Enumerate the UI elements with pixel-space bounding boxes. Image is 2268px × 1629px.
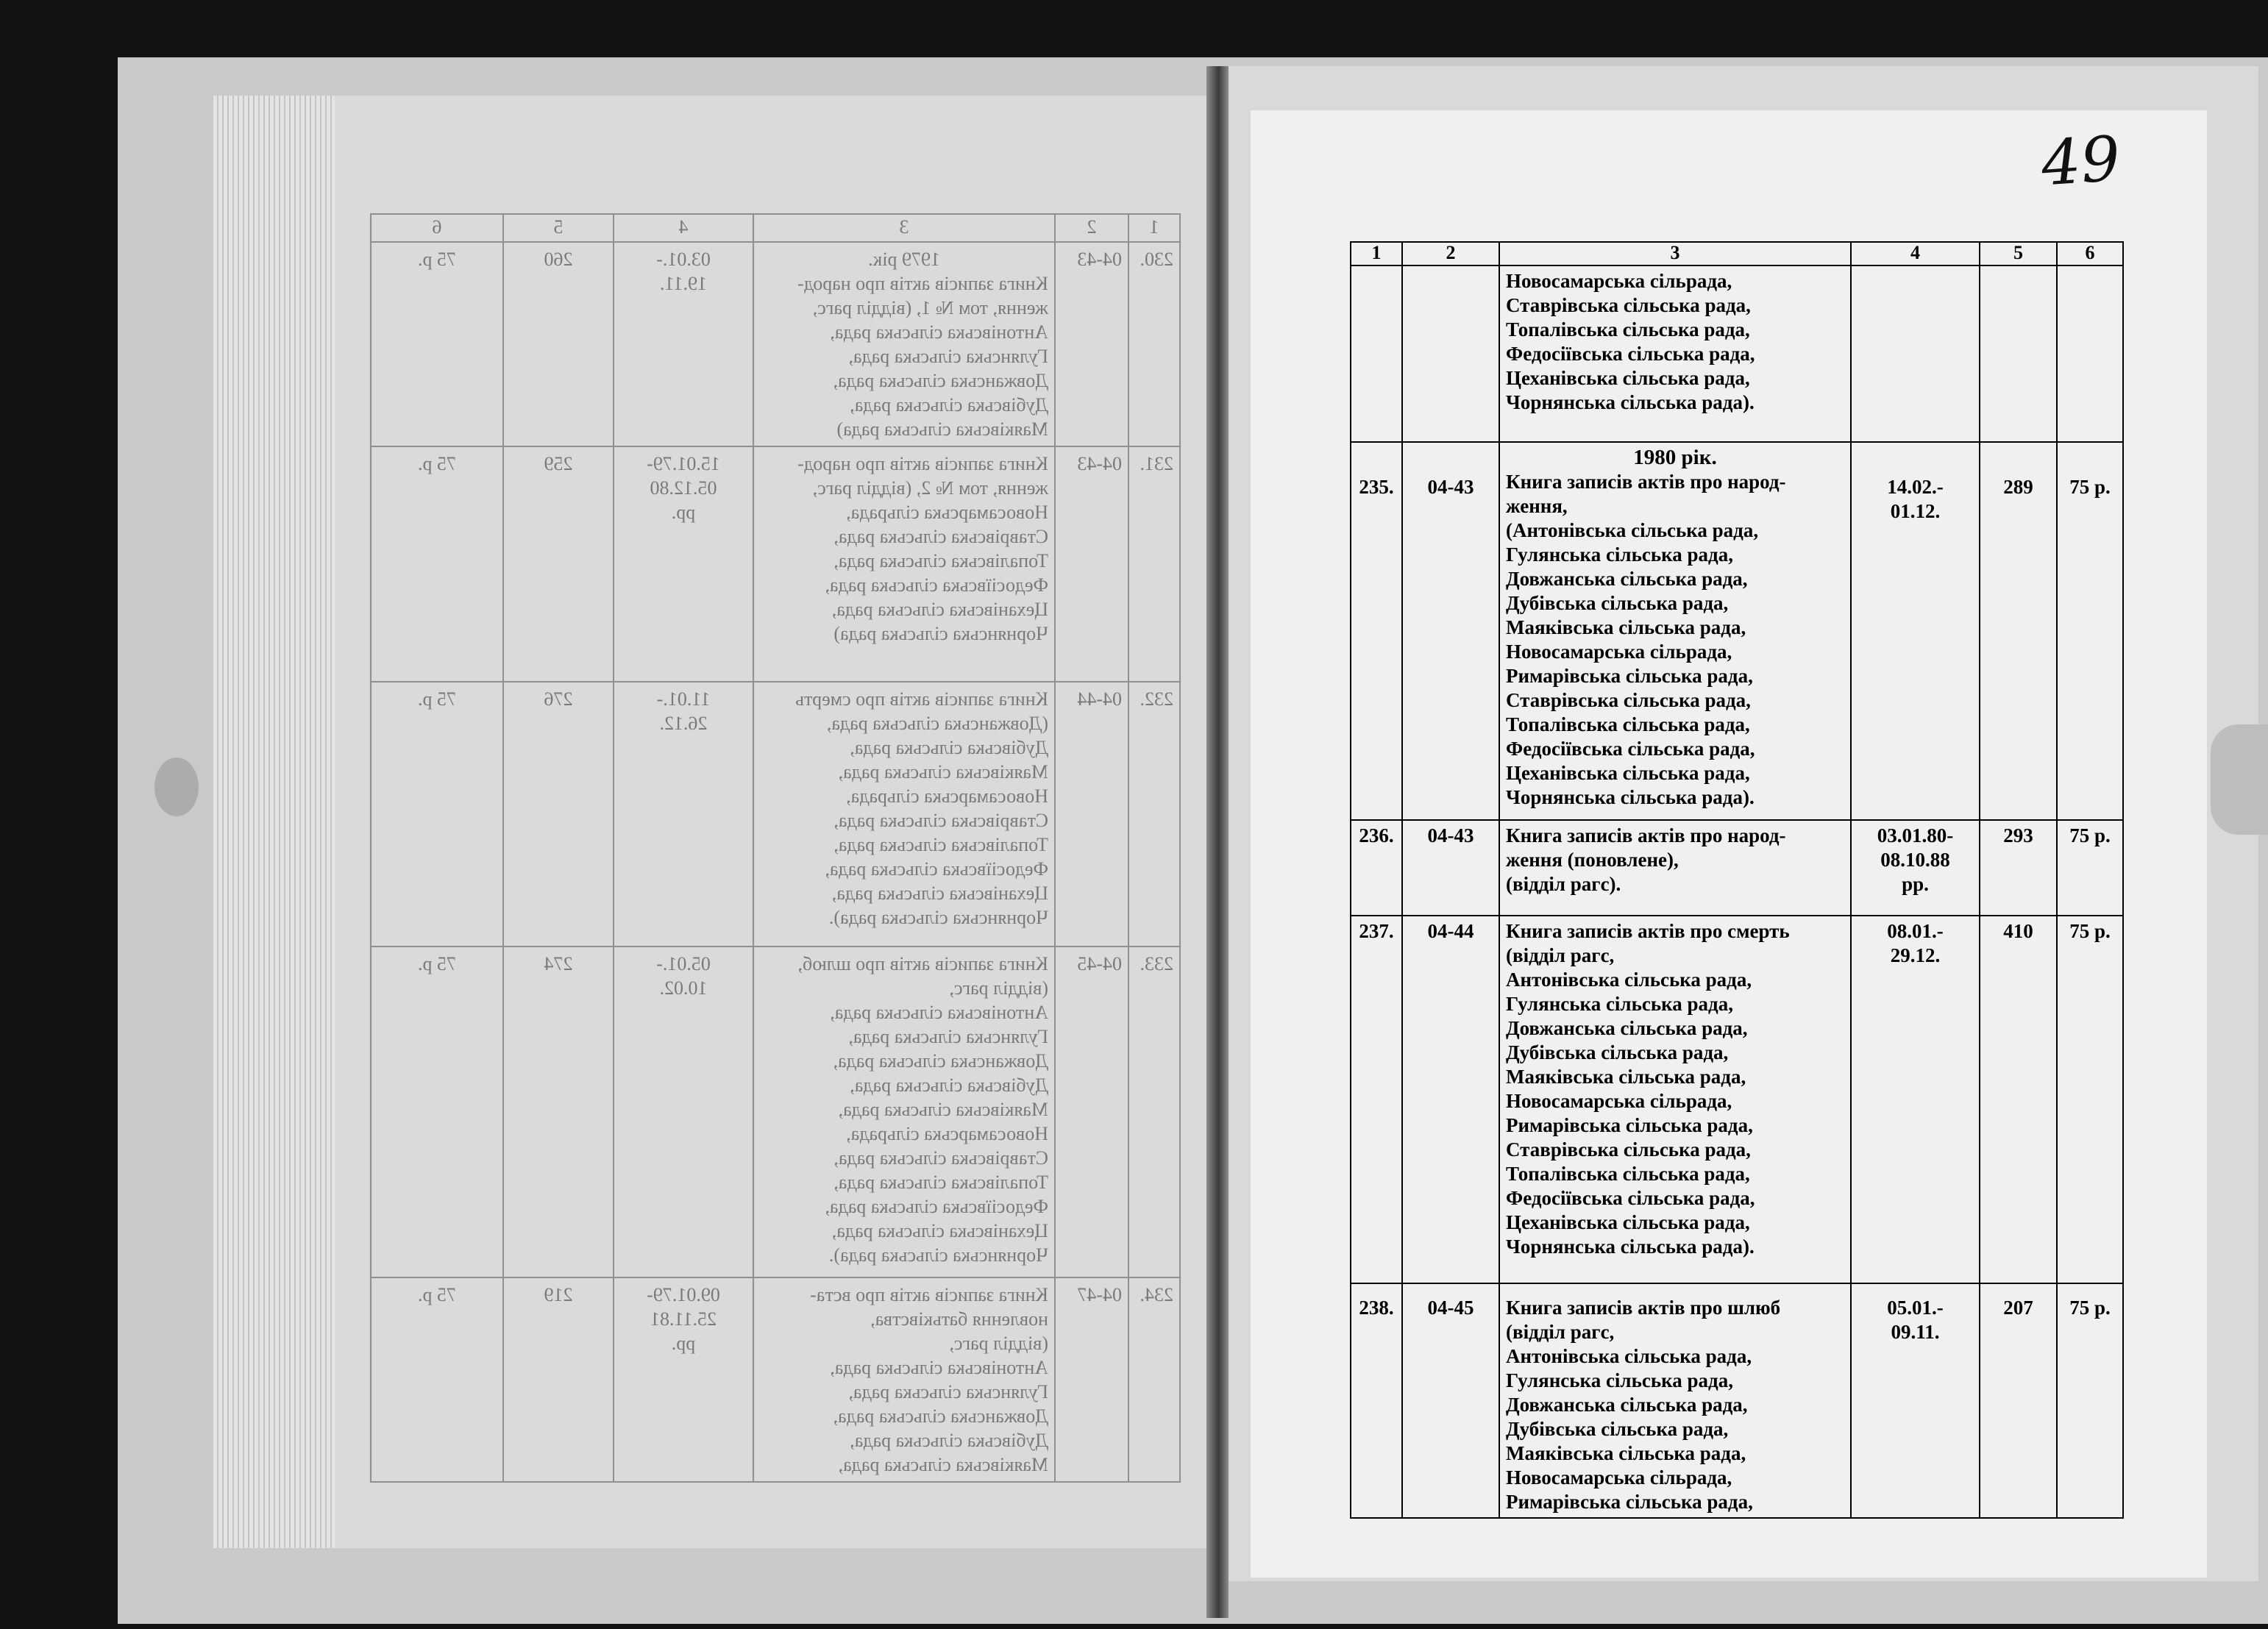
fund-code: 04-45: [1402, 1283, 1499, 1518]
date-line: 14.02.-: [1887, 476, 1944, 498]
book-gutter: [1206, 66, 1229, 1618]
header-row: [1351, 242, 2123, 265]
description-line: Книга записів актів про шлюб: [1506, 1297, 1781, 1319]
continuation-description: [1499, 265, 1851, 442]
date-line: 03.01.80-: [1877, 824, 1954, 846]
bleed-date: рр.: [671, 502, 696, 523]
bleed-count: 219: [503, 1277, 614, 1482]
bleed-num: 232.: [1128, 682, 1180, 947]
bleed-date: 05.12.80: [650, 477, 717, 499]
sheet-count: 410: [1980, 916, 2057, 1283]
description-line: Цеханівська сільська рада,: [1506, 762, 1750, 784]
bleed-term: 75 р.: [371, 682, 503, 947]
bleed-header-cell: 3: [753, 214, 1055, 242]
bleed-line: Довжанська сільська рада,: [833, 370, 1048, 391]
bleed-line: Топалівська сільська рада,: [833, 834, 1048, 855]
bleed-line: Довжанська сільська рада,: [833, 1050, 1048, 1072]
bleed-line: Федосіївська сільська рада,: [825, 574, 1048, 596]
bleed-line: Цеханівська сільська рада,: [831, 1220, 1048, 1241]
date-line: рр.: [1902, 873, 1929, 895]
bleed-line: Книга записів актів про вста-: [810, 1284, 1048, 1305]
bleed-row: [371, 242, 1180, 446]
register-table: [1350, 241, 2124, 1519]
bleed-header-cell: 2: [1055, 214, 1128, 242]
bleed-line: Маяківська сільська рада,: [838, 761, 1048, 783]
bleed-description: [753, 446, 1055, 682]
bleed-line: Антонівська сільська рада,: [830, 1357, 1048, 1378]
bleed-count: 260: [503, 242, 614, 446]
bleed-dates: [614, 1277, 753, 1482]
description-line: Дубівська сільська рада,: [1506, 1041, 1729, 1063]
date-line: 09.11.: [1891, 1321, 1940, 1343]
retention-term: 75 р.: [2057, 916, 2123, 1283]
continuation-row: [1351, 265, 2123, 442]
table-row: [1351, 820, 2123, 916]
bleed-line: Дубівська сільська рада,: [850, 737, 1048, 758]
bleed-description: [753, 242, 1055, 446]
date-line: 08.01.-: [1887, 920, 1944, 942]
description-line: ження,: [1506, 495, 1568, 517]
cell-empty: [1851, 265, 1980, 442]
description-line: Маяківська сільська рада,: [1506, 1066, 1746, 1088]
paper-stain: [154, 758, 199, 816]
bleed-line: Цеханівська сільська рада,: [831, 599, 1048, 620]
page-edges-stack: [213, 96, 335, 1548]
description-line: Дубівська сільська рада,: [1506, 592, 1729, 614]
bleed-code: 04-43: [1055, 242, 1128, 446]
bleed-date: 25.11.81: [650, 1308, 717, 1330]
bleed-line: Ставрівська сільська рада,: [833, 1147, 1048, 1169]
bleed-num: 230.: [1128, 242, 1180, 446]
bleed-line: Книга записів актів про шлюб,: [797, 953, 1048, 974]
cell-empty: [2057, 265, 2123, 442]
description-line: Книга записів актів про смерть: [1506, 920, 1790, 942]
bleed-count: 276: [503, 682, 614, 947]
description-line: Федосіївська сільська рада,: [1506, 343, 1755, 365]
bleed-header-cell: 5: [503, 214, 614, 242]
description-line: Книга записів актів про народ-: [1506, 471, 1786, 493]
bleed-date: 03.01.-: [656, 249, 711, 270]
column-header-6: 6: [2057, 242, 2123, 265]
bleed-header-cell: 1: [1128, 214, 1180, 242]
bleed-code: 04-43: [1055, 446, 1128, 682]
retention-term: 75 р.: [2057, 1283, 2123, 1518]
description-line: Топалівська сільська рада,: [1506, 713, 1750, 735]
sheet-count: 207: [1980, 1283, 2057, 1518]
bleed-num: 234.: [1128, 1277, 1180, 1482]
fund-code: 04-44: [1402, 916, 1499, 1283]
description-line: Новосамарська сільрада,: [1506, 1466, 1732, 1489]
description-line: Топалівська сільська рада,: [1506, 318, 1750, 341]
bleed-row: [371, 682, 1180, 947]
bleed-date: 19.11.: [659, 273, 708, 294]
retention-term: 75 р.: [2057, 820, 2123, 916]
bleed-line: Чорнянська сільська рада).: [828, 1244, 1048, 1266]
table-row: [1351, 916, 2123, 1283]
bleed-line: Новосамарська сільрада,: [846, 1123, 1048, 1144]
bleed-line: (відділ рагс,: [949, 977, 1048, 999]
bleed-line: Федосіївська сільська рада,: [825, 858, 1048, 880]
description-line: (відділ рагс,: [1506, 944, 1615, 966]
description-line: Ставрівська сільська рада,: [1506, 689, 1751, 711]
description-line: Новосамарська сільрада,: [1506, 1090, 1732, 1112]
column-header-3: 3: [1499, 242, 1851, 265]
bleed-date: 10.02.: [659, 977, 708, 999]
bleed-line: Гулянська сільська рада,: [848, 1026, 1048, 1047]
bleed-line: Маяківська сільська рада,: [838, 1454, 1048, 1475]
bleed-line: Ставрівська сільська рада,: [833, 526, 1048, 547]
table-row: [1351, 1283, 2123, 1518]
description-line: Чорнянська сільська рада).: [1506, 786, 1755, 808]
row-number: 238.: [1351, 1283, 1402, 1518]
column-header-2: 2: [1402, 242, 1499, 265]
bleed-through-table: [372, 213, 1181, 1482]
bleed-header-cell: 6: [371, 214, 503, 242]
bleed-line: Книга записів актів про народ-: [797, 273, 1048, 294]
bleed-line: Гулянська сільська рада,: [848, 1381, 1048, 1402]
bleed-line: Гулянська сільська рада,: [848, 346, 1048, 367]
fund-code: 04-43: [1402, 820, 1499, 916]
bleed-line: Новосамарська сільрада,: [846, 502, 1048, 523]
bleed-description: [753, 1277, 1055, 1482]
description-line: Чорнянська сільська рада).: [1506, 1236, 1755, 1258]
bleed-date: 05.01.-: [656, 953, 711, 974]
description-line: Антонівська сільська рада,: [1506, 969, 1752, 991]
date-range: [1851, 442, 1980, 820]
description-line: Римарівська сільська рада,: [1506, 1114, 1753, 1136]
bleed-line: Дубівська сільська рада,: [850, 1074, 1048, 1096]
bleed-line: (Довжанська сільська рада,: [826, 713, 1048, 734]
bleed-line: (відділ рагс,: [949, 1333, 1048, 1354]
fund-code: 04-43: [1402, 442, 1499, 820]
description-line: Федосіївська сільська рада,: [1506, 1187, 1755, 1209]
cell-empty: [1402, 265, 1499, 442]
date-range: [1851, 916, 1980, 1283]
bleed-line: Топалівська сільська рада,: [833, 1172, 1048, 1193]
bleed-date: 11.01.-: [656, 688, 711, 710]
bleed-term: 75 р.: [371, 242, 503, 446]
description-line: Ставрівська сільська рада,: [1506, 1138, 1751, 1161]
bleed-year: 1979 рік.: [868, 249, 940, 270]
bleed-term: 75 р.: [371, 947, 503, 1277]
description-line: Федосіївська сільська рада,: [1506, 738, 1755, 760]
page-number: 49: [2038, 122, 2123, 200]
description-line: Гулянська сільська рада,: [1506, 993, 1733, 1015]
description-line: Чорнянська сільська рада).: [1506, 391, 1755, 413]
bleed-line: ження, том № 2, (відділ рагс,: [812, 477, 1048, 499]
row-description: [1499, 916, 1851, 1283]
row-number: 236.: [1351, 820, 1402, 916]
description-line: Дубівська сільська рада,: [1506, 1418, 1729, 1440]
bleed-line: Дубівська сільська рада,: [850, 1430, 1048, 1451]
bleed-line: новлення батьківства,: [870, 1308, 1048, 1330]
bleed-count: 274: [503, 947, 614, 1277]
bleed-num: 231.: [1128, 446, 1180, 682]
bleed-dates: [614, 682, 753, 947]
bleed-line: ження, том № 1, (відділ рагс,: [812, 297, 1048, 318]
bleed-count: 259: [503, 446, 614, 682]
date-line: 01.12.: [1890, 500, 1941, 522]
bleed-row: [371, 947, 1180, 1277]
sheet-count: 289: [1980, 442, 2057, 820]
column-header-1: 1: [1351, 242, 1402, 265]
bleed-line: Ставрівська сільська рада,: [833, 810, 1048, 831]
row-description: [1499, 442, 1851, 820]
bleed-code: 04-45: [1055, 947, 1128, 1277]
table-row: [1351, 442, 2123, 820]
bleed-line: Цеханівська сільська рада,: [831, 883, 1048, 904]
bleed-code: 04-47: [1055, 1277, 1128, 1482]
bleed-dates: [614, 947, 753, 1277]
bleed-line: Антонівська сільська рада,: [830, 321, 1048, 343]
bleed-description: [753, 947, 1055, 1277]
bleed-dates: [614, 242, 753, 446]
bleed-line: Маяківська сільська рада): [836, 418, 1048, 440]
bleed-term: 75 р.: [371, 1277, 503, 1482]
bleed-line: Новосамарська сільрада,: [846, 785, 1048, 807]
description-line: Римарівська сільська рада,: [1506, 1491, 1753, 1513]
description-line: (відділ рагс,: [1506, 1321, 1615, 1343]
bleed-line: Маяківська сільська рада,: [838, 1099, 1048, 1120]
description-line: (відділ рагс).: [1506, 873, 1621, 895]
bleed-line: Чорнянська сільська рада).: [828, 907, 1048, 928]
description-line: Довжанська сільська рада,: [1506, 1394, 1748, 1416]
description-line: Книга записів актів про народ-: [1506, 824, 1786, 846]
row-description: [1499, 1283, 1851, 1518]
bleed-line: Довжанська сільська рада,: [833, 1405, 1048, 1427]
bleed-num: 233.: [1128, 947, 1180, 1277]
column-header-4: 4: [1851, 242, 1980, 265]
description-line: Гулянська сільська рада,: [1506, 1369, 1733, 1391]
description-line: Антонівська сільська рада,: [1506, 1345, 1752, 1367]
description-line: Цеханівська сільська рада,: [1506, 367, 1750, 389]
bleed-row: [371, 1277, 1180, 1482]
cell-empty: [1351, 265, 1402, 442]
bleed-header-cell: 4: [614, 214, 753, 242]
row-number: 235.: [1351, 442, 1402, 820]
description-line: (Антонівська сільська рада,: [1506, 519, 1759, 541]
bleed-line: Антонівська сільська рада,: [830, 1002, 1048, 1023]
description-line: Довжанська сільська рада,: [1506, 1017, 1748, 1039]
description-line: Римарівська сільська рада,: [1506, 665, 1753, 687]
bleed-term: 75 р.: [371, 446, 503, 682]
bleed-code: 04-44: [1055, 682, 1128, 947]
paper-tab-scrap: [2211, 724, 2268, 835]
bleed-date: 09.01.79-: [647, 1284, 720, 1305]
description-line: Довжанська сільська рада,: [1506, 568, 1748, 590]
description-line: Топалівська сільська рада,: [1506, 1163, 1750, 1185]
bleed-dates: [614, 446, 753, 682]
description-line: Новосамарська сільрада,: [1506, 641, 1732, 663]
bleed-line: Книга записів актів про смерть: [795, 688, 1048, 710]
row-number: 237.: [1351, 916, 1402, 1283]
column-header-5: 5: [1980, 242, 2057, 265]
bleed-date: рр.: [671, 1333, 696, 1354]
bleed-date: 15.01.79-: [647, 453, 720, 474]
bleed-line: Федосіївська сільська рада,: [825, 1196, 1048, 1217]
retention-term: 75 р.: [2057, 442, 2123, 820]
cell-empty: [1980, 265, 2057, 442]
bleed-line: Дубівська сільська рада,: [850, 394, 1048, 416]
description-line: ження (поновлене),: [1506, 849, 1679, 871]
date-range: [1851, 820, 1980, 916]
bleed-header-row: [371, 214, 1180, 242]
date-line: 05.01.-: [1887, 1297, 1944, 1319]
description-line: Маяківська сільська рада,: [1506, 1442, 1746, 1464]
date-line: 08.10.88: [1880, 849, 1950, 871]
date-line: 29.12.: [1890, 944, 1941, 966]
description-line: Гулянська сільська рада,: [1506, 543, 1733, 566]
sheet-count: 293: [1980, 820, 2057, 916]
date-range: [1851, 1283, 1980, 1518]
description-line: Маяківська сільська рада,: [1506, 616, 1746, 638]
description-line: Новосамарська сільрада,: [1506, 270, 1732, 292]
year-heading: 1980 рік.: [1633, 446, 1717, 469]
bleed-date: 26.12.: [659, 713, 708, 734]
bleed-line: Чорнянська сільська рада): [833, 623, 1048, 644]
description-line: Цеханівська сільська рада,: [1506, 1211, 1750, 1233]
bleed-description: [753, 682, 1055, 947]
bleed-line: Топалівська сільська рада,: [833, 550, 1048, 571]
description-line: Ставрівська сільська рада,: [1506, 294, 1751, 316]
row-description: [1499, 820, 1851, 916]
bleed-line: Книга записів актів про народ-: [797, 453, 1048, 474]
bleed-row: [371, 446, 1180, 682]
